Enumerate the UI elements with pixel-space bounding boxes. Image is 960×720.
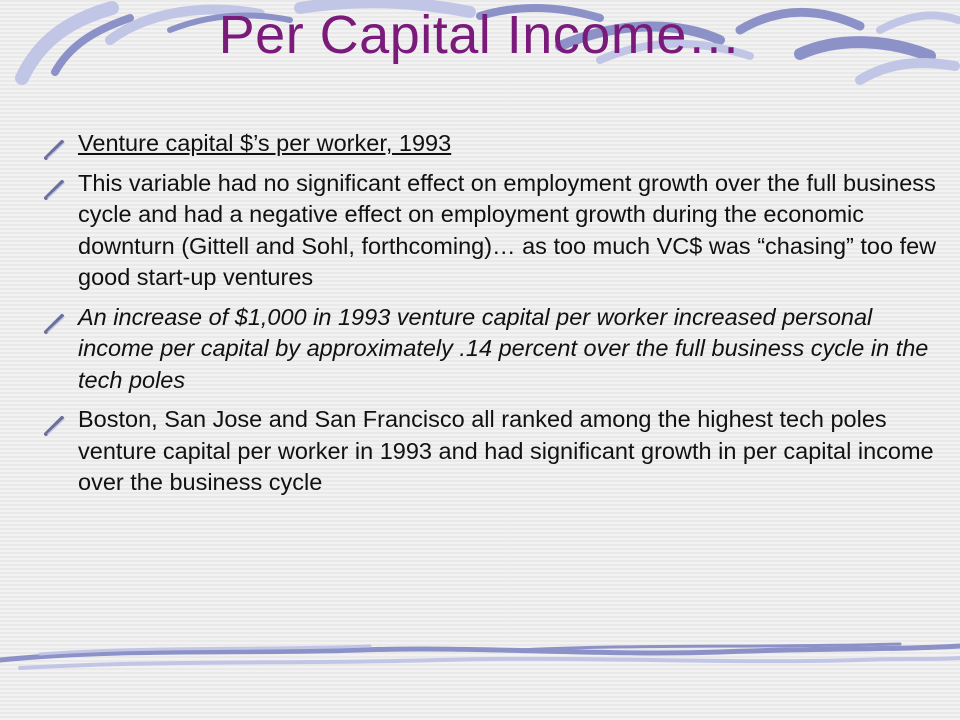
- pen-stroke-icon: [40, 176, 70, 202]
- bullet-text: This variable had no significant effect on employment growth over the full business cycle and had a negative effect on employment growth during the economic downturn (Gittell and Sohl, forthcoming)… as too much VC$ was “chasing” too few good start-up ventures: [78, 169, 937, 290]
- bullet-item: [40, 168, 940, 294]
- pen-stroke-icon: [40, 412, 70, 438]
- bullet-item: [40, 128, 940, 160]
- bullet-text: An increase of $1,000 in 1993 venture capital per worker increased personal income per capital by approximately .14 percent over the full business cycle in the tech poles: [78, 303, 929, 393]
- bullet-item: [40, 404, 940, 499]
- bullet-list: [40, 128, 940, 507]
- bullet-text: Venture capital $’s per worker, 1993: [78, 130, 452, 156]
- pen-stroke-icon: [40, 310, 70, 336]
- bullet-item: [40, 302, 940, 397]
- bullet-text: Boston, San Jose and San Francisco all ranked among the highest tech poles venture capital per worker in 1993 and had significant growth in per capital income over the business cycle: [78, 406, 934, 495]
- pen-stroke-icon: [40, 136, 70, 162]
- slide-title: Per Capital Income…: [218, 5, 742, 65]
